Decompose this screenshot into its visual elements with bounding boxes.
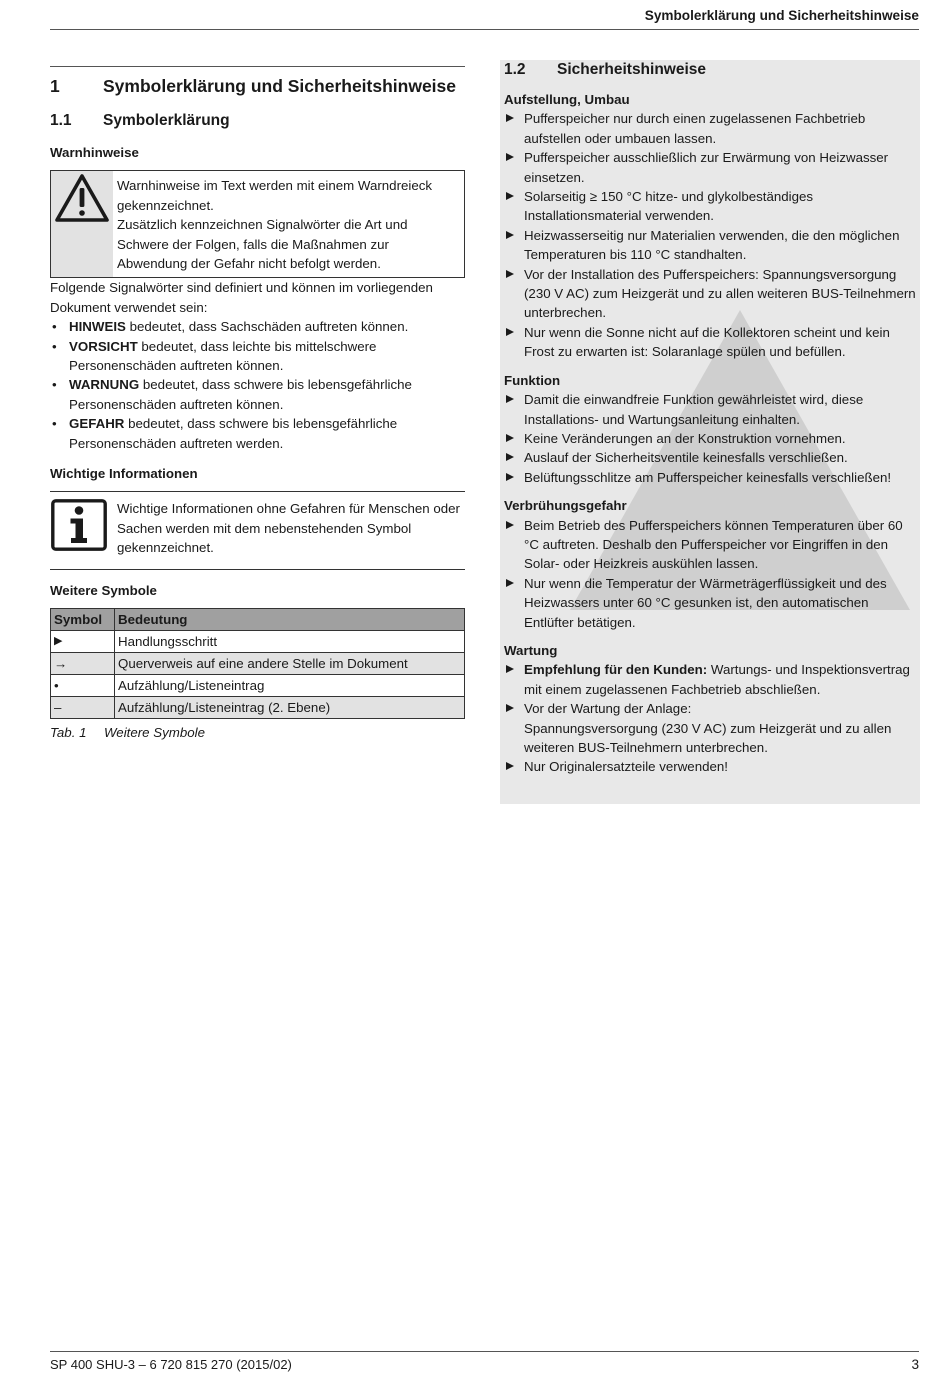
list-item <box>50 337 465 376</box>
symbols-heading: Weitere Symbole <box>50 582 157 598</box>
table-row <box>51 631 465 653</box>
page-number: 3 <box>911 1357 919 1372</box>
subsection-number: 1.1 <box>50 112 72 129</box>
symbol-cell: – <box>51 697 115 719</box>
wartung-list <box>504 660 916 776</box>
signal-words-intro: Folgende Signalwörter sind definiert und können im vorliegenden Dokument verwendet sein: <box>50 280 433 315</box>
section-title: Symbolerklärung und Sicherheitshinweise <box>103 76 457 96</box>
signal-word-text: bedeutet, dass Sachschäden auftreten können. <box>125 319 409 335</box>
column-header-symbol: Symbol <box>51 609 115 631</box>
meaning-cell: Handlungsschritt <box>115 631 465 653</box>
group-heading-wartung: Wartung <box>504 642 558 658</box>
list-item <box>504 660 916 699</box>
footer-rule <box>50 1351 919 1352</box>
list-item: Belüftungsschlitze am Pufferspeicher keinesfalls verschließen! <box>504 468 916 487</box>
signal-word-text: bedeutet, dass schwere bis lebensgefährliche Personenschäden auftreten werden. <box>69 416 398 451</box>
list-item <box>50 317 465 336</box>
group-heading-funktion: Funktion <box>504 372 561 388</box>
list-item: Vor der Wartung der Anlage: Spannungsversorgung (230 V AC) zum Heizgerät und zu allen weiteren BUS-Teilnehmern unterbrechen. <box>504 699 916 757</box>
left-column <box>50 66 465 743</box>
subsection-title: Sicherheitshinweise <box>557 61 707 78</box>
section-1-1-heading <box>50 111 465 131</box>
table-row <box>51 697 465 719</box>
recommendation-label: Empfehlung für den Kunden: <box>524 662 708 678</box>
list-item: Damit die einwandfreie Funktion gewährleistet wird, diese Installations- und Wartungsanleitung einhalten. <box>504 390 916 429</box>
list-item: Heizwasserseitig nur Materialien verwenden, die den möglichen Temperaturen bis 110 °C standhalten. <box>504 226 916 265</box>
caption-text: Weitere Symbole <box>104 725 205 741</box>
info-box-text: Wichtige Informationen ohne Gefahren für Menschen oder Sachen werden mit dem nebenstehenden Symbol gekennzeichnet. <box>117 501 460 556</box>
subsection-number: 1.2 <box>504 61 526 78</box>
symbol-cell: • <box>51 675 115 697</box>
list-item: Vor der Installation des Pufferspeichers: Spannungsversorgung (230 V AC) zum Heizgerät und zu allen weiteren BUS-Teilnehmern unterbrechen. <box>504 265 916 323</box>
section-1-heading <box>50 75 465 97</box>
meaning-cell: Aufzählung/Listeneintrag (2. Ebene) <box>115 697 465 719</box>
info-heading: Wichtige Informationen <box>50 466 198 482</box>
caption-number: Tab. 1 <box>50 725 87 741</box>
list-item: Pufferspeicher ausschließlich zur Erwärmung von Heizwasser einsetzen. <box>504 148 916 187</box>
meaning-cell: Aufzählung/Listeneintrag <box>115 675 465 697</box>
warning-box-text: Warnhinweise im Text werden mit einem Warndreieck gekennzeichnet. Zusätzlich kennzeichnen Signalwörter die Art und Schwere der Folgen, falls die Maßnahmen zur Abwendung der Gefahr nicht befolgt werden. <box>117 178 433 272</box>
group-heading-aufstellung: Aufstellung, Umbau <box>504 92 630 107</box>
table-row <box>51 653 465 675</box>
symbol-cell: → <box>51 653 115 675</box>
recommendation-text: Wartungs- und Inspektionsvertrag mit einem zugelassenen Fachbetrieb abschließen. <box>524 662 910 697</box>
table-caption <box>50 723 465 742</box>
info-icon-cell <box>50 499 117 557</box>
list-item <box>50 414 465 453</box>
list-item: Beim Betrieb des Pufferspeichers können Temperaturen über 60 °C auftreten. Deshalb den Pufferspeicher vor Eingriffen in den Solar- oder Heizkreis auskühlen lassen. <box>504 516 916 574</box>
verbruehung-list <box>504 516 916 632</box>
info-box <box>50 491 465 569</box>
column-header-meaning: Bedeutung <box>115 609 465 631</box>
header-rule <box>50 29 919 30</box>
warning-triangle-icon <box>54 173 110 223</box>
list-item: Nur wenn die Temperatur der Wärmeträgerflüssigkeit und des Heizwassers unter 60 °C gesunken ist, den automatischen Entlüfter betätigen. <box>504 574 916 632</box>
list-item: Auslauf der Sicherheitsventile keinesfalls verschließen. <box>504 448 916 467</box>
funktion-list <box>504 390 916 487</box>
signal-word-text: bedeutet, dass schwere bis lebensgefährliche Personenschäden auftreten können. <box>69 377 412 412</box>
symbol-cell: ▶ <box>51 631 115 653</box>
subsection-title: Symbolerklärung <box>103 112 230 129</box>
list-item: Solarseitig ≥ 150 °C hitze- und glykolbeständiges Installationsmaterial verwenden. <box>504 187 916 226</box>
list-item: Keine Veränderungen an der Konstruktion vornehmen. <box>504 429 916 448</box>
section-1-2-heading <box>504 60 916 80</box>
list-item: Pufferspeicher nur durch einen zugelassenen Fachbetrieb aufstellen oder umbauen lassen. <box>504 109 916 148</box>
running-header: Symbolerklärung und Sicherheitshinweise <box>644 8 919 23</box>
list-item: Nur wenn die Sonne nicht auf die Kollektoren scheint und kein Frost zu erwarten ist: Solaranlage spülen und befüllen. <box>504 323 916 362</box>
warnings-heading: Warnhinweise <box>50 145 139 160</box>
meaning-cell: Querverweis auf eine andere Stelle im Dokument <box>115 653 465 675</box>
table-row <box>51 675 465 697</box>
signal-word: VORSICHT <box>69 338 138 354</box>
signal-word: HINWEIS <box>69 319 126 335</box>
list-item <box>50 375 465 414</box>
group-heading-verbruehung: Verbrühungsgefahr <box>504 498 627 514</box>
info-icon <box>51 499 107 551</box>
symbols-table <box>50 608 465 719</box>
footer-document-id: SP 400 SHU-3 – 6 720 815 270 (2015/02) <box>50 1357 292 1372</box>
section-number: 1 <box>50 76 60 96</box>
warning-box <box>50 170 465 278</box>
signal-word: GEFAHR <box>69 416 125 432</box>
list-item: Nur Originalersatzteile verwenden! <box>504 757 916 776</box>
section-top-rule <box>50 66 465 67</box>
safety-panel <box>500 60 920 804</box>
aufstellung-list <box>504 109 916 361</box>
warning-icon-cell <box>51 171 113 277</box>
table-header-row <box>51 609 465 631</box>
signal-words-list <box>50 317 465 453</box>
signal-word: WARNUNG <box>69 377 140 393</box>
signal-word-text: bedeutet, dass leichte bis mittelschwere Personenschäden auftreten können. <box>69 338 377 374</box>
